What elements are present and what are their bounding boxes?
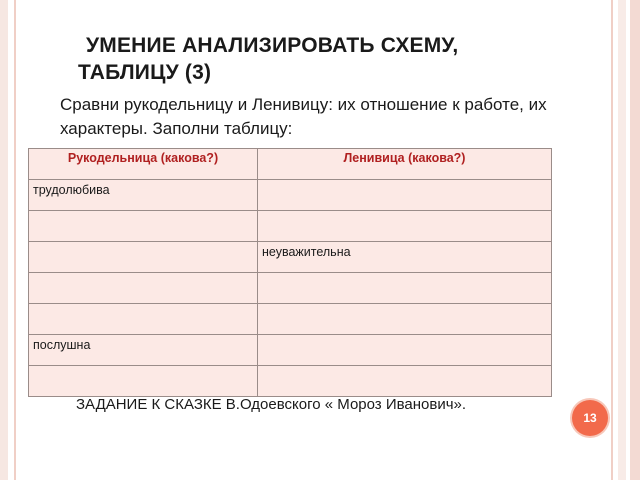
comparison-table [28,148,552,397]
table-cell[interactable] [29,211,258,242]
table-cell[interactable] [29,273,258,304]
table-row [29,180,552,211]
table-cell[interactable] [258,273,552,304]
slide-title-line1: УМЕНИЕ АНАЛИЗИРОВАТЬ СХЕМУ, [86,34,459,57]
table-cell[interactable]: послушна [29,335,258,366]
right-border-line [611,0,613,480]
table-cell[interactable] [29,366,258,397]
page-number: 13 [583,411,597,425]
table-row [29,335,552,366]
table-cell[interactable] [258,180,552,211]
table-cell[interactable] [29,242,258,273]
table-header-row [29,149,552,180]
table-cell[interactable] [258,304,552,335]
left-border-stripe [0,0,8,480]
page-number-badge [572,400,608,436]
table-row [29,273,552,304]
right-border-stripe-outer [630,0,640,480]
header-lenivitsa: Ленивица (какова?) [258,149,552,180]
right-border-stripe [618,0,626,480]
table-cell[interactable]: неуважительна [258,242,552,273]
table-cell[interactable] [258,211,552,242]
table-cell[interactable] [258,335,552,366]
assignment-caption: ЗАДАНИЕ К СКАЗКЕ В.Одоевского « Мороз Иванович». [76,396,467,413]
left-border-line [14,0,16,480]
table-row [29,242,552,273]
table-row [29,304,552,335]
table-cell[interactable] [258,366,552,397]
table-row [29,211,552,242]
table-cell[interactable]: трудолюбива [29,180,258,211]
header-rukodelnitsa: Рукодельница (какова?) [29,149,258,180]
table-row [29,366,552,397]
comparison-table-container [28,148,551,397]
task-instruction: Сравни рукодельницу и Ленивицу: их отношение к работе, их характеры. Заполни таблицу: [60,95,547,138]
table-cell[interactable] [29,304,258,335]
slide-title [78,32,556,86]
slide-title-line2: ТАБЛИЦУ (3) [78,61,212,84]
